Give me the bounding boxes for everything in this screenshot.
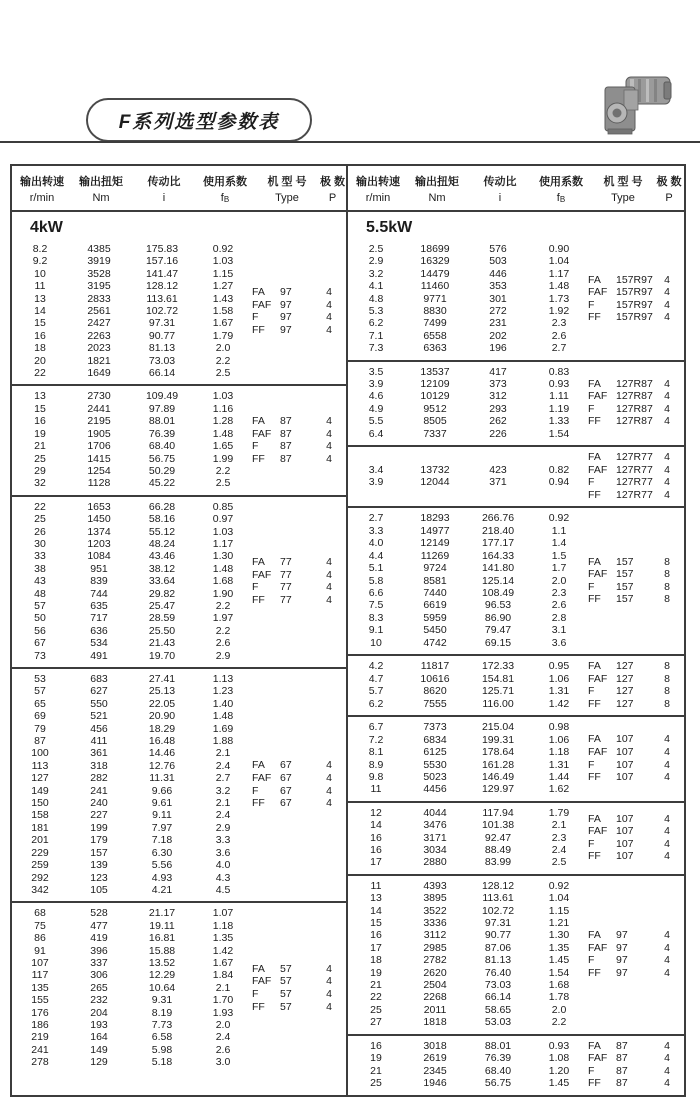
table-row: 25 1946 56.75 1.45	[370, 1077, 570, 1090]
poles-value: 4	[326, 440, 332, 453]
table-row: 13 2833 113.61 1.43	[34, 292, 234, 305]
poles-value: 4	[664, 966, 670, 979]
table-row: 9.2 3919 157.16 1.03	[32, 255, 234, 268]
table-row: 186 193 7.73 2.0	[31, 1018, 231, 1031]
table-row: 113 318 12.76 2.4	[31, 759, 231, 772]
model-type-row: F 97 4	[588, 954, 684, 967]
model-type-row: FF 77 4	[252, 594, 346, 607]
poles-value: 4	[664, 825, 670, 838]
model-type-group	[588, 660, 684, 710]
table-row: 21 2345 68.40 1.20	[370, 1064, 570, 1077]
model-type-row: FA 127 8	[588, 660, 684, 673]
table-row: 6.6 7440 108.49 2.3	[368, 586, 567, 599]
data-block	[348, 715, 684, 800]
table-row: 48 744 29.82 1.90	[34, 587, 234, 600]
model-type-row: FAF 127R87 4	[588, 390, 684, 403]
poles-value: 4	[326, 581, 332, 594]
model-type-row: FAF 107 4	[588, 825, 684, 838]
table-row: 155 232 9.31 1.70	[31, 994, 234, 1007]
data-block	[348, 239, 684, 360]
table-row: 17 2880 83.99 2.5	[370, 856, 567, 869]
table-row: 43 839 33.64 1.68	[34, 575, 234, 588]
top-divider	[0, 141, 700, 143]
poles-value: 4	[664, 745, 670, 758]
model-type-row: F 77 4	[252, 581, 346, 594]
table-row: 79 456 18.29 1.69	[34, 722, 234, 735]
table-body-4kw	[12, 212, 346, 1074]
table-row: 53 683 27.41 1.13	[34, 673, 234, 685]
model-type-row: FF 127R87 4	[588, 415, 684, 428]
poles-value: 8	[664, 697, 670, 710]
model-type-row: F 87 4	[252, 440, 346, 453]
poles-value: 4	[326, 784, 332, 797]
poles-value: 4	[326, 568, 332, 581]
poles-value: 4	[664, 1077, 670, 1090]
model-type-group	[588, 556, 684, 606]
poles-value: 4	[664, 273, 670, 286]
model-type-row: FA 77 4	[252, 556, 346, 569]
model-type-row: FAF 127R77 4	[588, 464, 684, 477]
table-row: 69 521 20.90 1.48	[34, 710, 234, 723]
section-power-label: 5.5kW	[366, 219, 413, 236]
page-title: F系列选型参数表	[118, 111, 280, 133]
table-row: 67 534 21.43 2.6	[34, 637, 231, 650]
table-row: 3.9 12044 371 0.94	[368, 476, 570, 489]
poles-value: 4	[664, 488, 670, 501]
table-row: 8.3 5959 86.90 2.8	[368, 611, 567, 624]
table-row: 176 204 8.19 1.93	[31, 1006, 234, 1019]
table-row: 3.3 14977 218.40 1.1	[368, 524, 567, 537]
table-row: 150 240 9.61 2.1	[31, 797, 231, 810]
model-type-row: FAF 157R97 4	[588, 286, 684, 299]
table-row: 65 550 22.05 1.40	[34, 697, 234, 710]
model-type-row: F 107 4	[588, 759, 684, 772]
table-row: 18 2782 81.13 1.45	[370, 954, 570, 967]
col-model-type: 机 型 号 Type	[603, 176, 643, 204]
model-type-row: FA 127R77 4	[588, 451, 684, 464]
col-ratio: 传动比 i	[147, 176, 181, 204]
model-type-row: FF 87 4	[252, 453, 346, 466]
model-type-group	[252, 759, 346, 809]
table-row: 33 1084 43.46 1.30	[34, 550, 234, 563]
poles-value: 4	[326, 556, 332, 569]
data-block	[348, 360, 684, 445]
table-row: 5.5 8505 262 1.33	[368, 415, 570, 428]
col-poles: 极 数 P	[320, 176, 346, 204]
table-row: 4.4 11269 164.33 1.5	[368, 549, 567, 562]
data-block	[12, 495, 346, 667]
poles-value: 4	[664, 415, 670, 428]
table-row: 14 2561 102.72 1.58	[34, 305, 234, 318]
col-output-speed: 输出转速 r/min	[356, 176, 400, 204]
table-row: 20 1821 73.03 2.2	[34, 354, 231, 367]
table-row: 107 337 13.52 1.67	[31, 956, 234, 969]
model-type-group	[588, 378, 684, 428]
table-row: 2.9 16329 503 1.04	[368, 255, 570, 268]
table-row: 8.1 6125 178.64 1.18	[368, 746, 570, 759]
poles-value: 4	[326, 759, 332, 772]
model-type-row: F 127R87 4	[588, 403, 684, 416]
table-row: 135 265 10.64 2.1	[31, 981, 231, 994]
data-block	[348, 1034, 684, 1095]
poles-value: 4	[664, 929, 670, 942]
table-row: 18 2023 81.13 2.0	[34, 342, 231, 355]
col-ratio: 传动比 i	[483, 176, 517, 204]
table-row: 27 1818 53.03 2.2	[370, 1016, 567, 1029]
poles-value: 4	[664, 941, 670, 954]
table-row: 25 1415 56.75 1.99	[34, 452, 234, 465]
table-row: 11 4393 128.12 0.92	[370, 879, 570, 892]
table-row: 17 2985 87.06 1.35	[370, 941, 570, 954]
table-row: 3.5 13537 417 0.83	[368, 365, 570, 378]
model-type-row: FA 97 4	[252, 286, 346, 299]
table-row: 10 3528 141.47 1.15	[34, 267, 234, 280]
model-type-row: F 157R97 4	[588, 299, 684, 312]
poles-value: 4	[326, 797, 332, 810]
table-row: 278 129 5.18 3.0	[31, 1056, 231, 1069]
table-row: 4.7 10616 154.81 1.06	[368, 672, 570, 685]
poles-value: 4	[326, 593, 332, 606]
table-body-5-5kw	[348, 212, 684, 1095]
table-row: 14 3476 101.38 2.1	[370, 819, 567, 832]
model-type-row: FF 157 8	[588, 593, 684, 606]
poles-value: 4	[664, 476, 670, 489]
poles-value: 4	[664, 311, 670, 324]
data-block	[12, 384, 346, 494]
poles-value: 8	[664, 672, 670, 685]
table-row: 8.9 5530 161.28 1.31	[368, 758, 570, 771]
model-type-row: FA 107 4	[588, 813, 684, 826]
table-row: 158 227 9.11 2.4	[31, 809, 231, 822]
table-row: 2.5 18699 576 0.90	[368, 243, 570, 255]
table-row: 16 3171 92.47 2.3	[370, 831, 567, 844]
poles-value: 8	[664, 685, 670, 698]
model-type-row: FA 87 4	[588, 1040, 684, 1053]
model-type-row: FA 97 4	[588, 929, 684, 942]
table-row: 149 241 9.66 3.2	[31, 784, 231, 797]
table-row: 201 179 7.18 3.3	[31, 834, 231, 847]
table-row: 13 3895 113.61 1.04	[370, 892, 570, 905]
data-block	[348, 506, 684, 653]
model-type-row: FAF 77 4	[252, 569, 346, 582]
model-type-row: FAF 157 8	[588, 568, 684, 581]
model-type-row: F 157 8	[588, 581, 684, 594]
table-row: 22 1653 66.28 0.85	[34, 500, 234, 513]
table-row: 13 2730 109.49 1.03	[34, 390, 234, 403]
poles-value: 4	[326, 286, 332, 299]
model-type-row: FAF 107 4	[588, 746, 684, 759]
poles-value: 4	[326, 323, 332, 336]
poles-value: 8	[664, 659, 670, 672]
model-type-row: FA 67 4	[252, 759, 346, 772]
table-row: 6.2 7499 231 2.3	[368, 317, 567, 330]
model-type-group	[252, 286, 346, 336]
poles-value: 4	[664, 850, 670, 863]
page-title-badge	[86, 98, 312, 142]
table-row: 16 3034 88.49 2.4	[370, 843, 567, 856]
table-row: 25 2011 58.65 2.0	[370, 1003, 567, 1016]
table-row: 57 627 25.13 1.23	[34, 685, 234, 698]
table-row: 259 139 5.56 4.0	[31, 859, 231, 872]
table-row: 4.8 9771 301 1.73	[368, 292, 570, 305]
model-type-row: FA 127R87 4	[588, 378, 684, 391]
model-type-row: F 57 4	[252, 988, 346, 1001]
model-type-row: F 127R77 4	[588, 476, 684, 489]
table-row: 11 3195 128.12 1.27	[34, 280, 234, 293]
poles-value: 8	[664, 593, 670, 606]
section-power-label: 4kW	[30, 219, 63, 236]
table-row: 56 636 25.50 2.2	[34, 624, 231, 637]
table-row: 292 123 4.93 4.3	[31, 871, 231, 884]
model-type-row: FA 107 4	[588, 733, 684, 746]
data-block	[348, 801, 684, 874]
table-row: 19 1905 76.39 1.48	[34, 427, 234, 440]
table-row: 219 164 6.58 2.4	[31, 1031, 231, 1044]
poles-value: 4	[326, 427, 332, 440]
model-type-row: FAF 87 4	[252, 428, 346, 441]
selection-table	[10, 164, 686, 1097]
table-row: 87 411 16.48 1.88	[34, 735, 234, 748]
model-type-row: F 107 4	[588, 838, 684, 851]
poles-value: 4	[326, 1000, 332, 1013]
table-row: 117 306 12.29 1.84	[31, 969, 234, 982]
poles-value: 4	[664, 837, 670, 850]
table-row: 5.8 8581 125.14 2.0	[368, 574, 567, 587]
model-type-row: F 127 8	[588, 685, 684, 698]
table-row: 7.1 6558 202 2.6	[368, 329, 567, 342]
table-header	[348, 166, 684, 212]
table-row: 3.4 13732 423 0.82	[368, 463, 570, 476]
poles-value: 8	[664, 580, 670, 593]
table-row: 16 2263 90.77 1.79	[34, 329, 234, 342]
model-type-group	[588, 733, 684, 783]
data-block	[12, 239, 346, 384]
table-row: 21 2504 73.03 1.68	[370, 979, 570, 992]
poles-value: 4	[664, 733, 670, 746]
table-row: 32 1128 45.22 2.5	[34, 477, 231, 490]
table-row: 10 4742 69.15 3.6	[370, 636, 567, 649]
model-type-row: FA 87 4	[252, 415, 346, 428]
model-type-group	[588, 1040, 684, 1090]
model-type-row: FF 107 4	[588, 850, 684, 863]
col-output-torque: 输出扭矩 Nm	[79, 176, 123, 204]
model-type-row: FF 127 8	[588, 698, 684, 711]
col-service-factor: 使用系数 fB	[539, 176, 583, 204]
col-service-factor: 使用系数 fB	[203, 176, 247, 204]
gearmotor-photo	[596, 70, 674, 138]
model-type-row: F 87 4	[588, 1065, 684, 1078]
table-row: 5.3 8830 272 1.92	[368, 305, 570, 318]
table-row: 68 528 21.17 1.07	[34, 907, 234, 920]
model-type-row: F 67 4	[252, 785, 346, 798]
poles-value: 4	[664, 1039, 670, 1052]
col-poles: 极 数 P	[656, 176, 682, 204]
col-output-torque: 输出扭矩 Nm	[415, 176, 459, 204]
table-row: 11 4456 129.97 1.62	[370, 783, 570, 796]
poles-value: 4	[326, 962, 332, 975]
poles-value: 4	[664, 1064, 670, 1077]
table-row: 4.0 12149 177.17 1.4	[368, 537, 567, 550]
poles-value: 4	[664, 390, 670, 403]
poles-value: 8	[664, 555, 670, 568]
poles-value: 4	[664, 1052, 670, 1065]
col-model-type: 机 型 号 Type	[267, 176, 307, 204]
table-row: 30 1203 48.24 1.17	[34, 537, 234, 550]
poles-value: 4	[326, 414, 332, 427]
model-type-row: FAF 57 4	[252, 975, 346, 988]
table-row: 19 2619 76.39 1.08	[370, 1052, 570, 1065]
table-row: 22 2268 66.14 1.78	[370, 991, 570, 1004]
table-half-4kw	[12, 166, 348, 1095]
poles-value: 4	[664, 377, 670, 390]
model-type-group	[252, 556, 346, 606]
poles-value: 8	[664, 568, 670, 581]
table-header	[12, 166, 346, 212]
table-row: 3.2 14479 446 1.17	[368, 267, 570, 280]
table-row: 38 951 38.12 1.48	[34, 562, 234, 575]
table-row: 4.9 9512 293 1.19	[368, 402, 570, 415]
poles-value: 4	[326, 987, 332, 1000]
poles-value: 4	[664, 758, 670, 771]
table-row: 26 1374 55.12 1.03	[34, 525, 234, 538]
model-type-row: FAF 97 4	[588, 942, 684, 955]
table-row: 50 717 28.59 1.97	[34, 612, 234, 625]
model-type-row: FF 107 4	[588, 771, 684, 784]
table-row: 29 1254 50.29 2.2	[34, 464, 231, 477]
model-type-row: FAF 127 8	[588, 673, 684, 686]
table-row: 9.8 5023 146.49 1.44	[368, 770, 570, 783]
table-row: 15 2441 97.89 1.16	[34, 402, 234, 415]
poles-value: 4	[664, 451, 670, 464]
table-row: 75 477 19.11 1.18	[34, 919, 234, 932]
table-row: 5.7 8620 125.71 1.31	[368, 685, 570, 698]
table-row: 15 3336 97.31 1.21	[370, 917, 570, 929]
table-row: 73 491 19.70 2.9	[34, 649, 231, 662]
table-row: 4.1 11460 353 1.48	[368, 280, 570, 293]
poles-value: 4	[326, 298, 332, 311]
poles-value: 4	[326, 311, 332, 324]
model-type-row: F 97 4	[252, 311, 346, 324]
table-row: 7.3 6363 196 2.7	[368, 342, 567, 355]
table-row: 16 3018 88.01 0.93	[370, 1040, 570, 1053]
poles-value: 4	[326, 975, 332, 988]
poles-value: 4	[664, 286, 670, 299]
table-row: 9.1 5450 79.47 3.1	[368, 624, 567, 637]
poles-value: 4	[664, 298, 670, 311]
table-row: 16 3112 90.77 1.30	[370, 929, 570, 942]
poles-value: 4	[664, 402, 670, 415]
poles-value: 4	[664, 463, 670, 476]
table-row: 4.2 11817 172.33 0.95	[368, 660, 570, 673]
model-type-row: FF 157R97 4	[588, 311, 684, 324]
table-row: 342 105 4.21 4.5	[31, 883, 231, 896]
table-row: 14 3522 102.72 1.15	[370, 904, 570, 917]
data-block	[348, 874, 684, 1034]
model-type-row: FA 157 8	[588, 556, 684, 569]
data-block	[12, 667, 346, 901]
data-block	[12, 901, 346, 1073]
table-row: 86 419 16.81 1.35	[34, 932, 234, 945]
table-row: 7.2 6834 199.31 1.06	[368, 733, 570, 746]
model-type-row: FF 97 4	[252, 324, 346, 337]
table-row: 16 2195 88.01 1.28	[34, 415, 234, 428]
table-row: 5.1 9724 141.80 1.7	[368, 562, 567, 575]
table-row: 25 1450 58.16 0.97	[34, 513, 234, 526]
poles-value: 4	[664, 812, 670, 825]
model-type-row: FF 127R77 4	[588, 489, 684, 502]
poles-value: 4	[664, 954, 670, 967]
model-type-group	[252, 963, 346, 1013]
model-type-row: FAF 97 4	[252, 299, 346, 312]
model-type-row: FF 97 4	[588, 967, 684, 980]
table-row: 241 149 5.98 2.6	[31, 1043, 231, 1056]
model-type-group	[588, 274, 684, 324]
model-type-row: FA 57 4	[252, 963, 346, 976]
data-block	[348, 654, 684, 715]
table-row: 127 282 11.31 2.7	[31, 772, 231, 785]
col-output-speed: 输出转速 r/min	[20, 176, 64, 204]
model-type-row: FF 87 4	[588, 1077, 684, 1090]
table-row: 6.4 7337 226 1.54	[368, 427, 570, 440]
table-row: 229 157 6.30 3.6	[31, 846, 231, 859]
model-type-group	[588, 451, 684, 501]
table-half-5-5kw	[348, 166, 684, 1095]
table-row: 6.2 7555 116.00 1.42	[368, 697, 570, 710]
table-row: 19 2620 76.40 1.54	[370, 966, 570, 979]
model-type-group	[252, 415, 346, 465]
table-row: 57 635 25.47 2.2	[34, 599, 231, 612]
table-row: 21 1706 68.40 1.65	[34, 440, 234, 453]
table-row: 15 2427 97.31 1.67	[34, 317, 234, 330]
table-row: 91 396 15.88 1.42	[34, 944, 234, 957]
table-row: 4.6 10129 312 1.11	[368, 390, 569, 403]
poles-value: 4	[326, 452, 332, 465]
model-type-group	[588, 929, 684, 979]
model-type-row: FF 67 4	[252, 797, 346, 810]
table-row: 100 361 14.46 2.1	[31, 747, 231, 760]
table-row: 6.7 7373 215.04 0.98	[368, 721, 570, 734]
table-row: 7.5 6619 96.53 2.6	[368, 599, 567, 612]
table-row: 2.7 18293 266.76 0.92	[368, 512, 570, 525]
poles-value: 4	[664, 771, 670, 784]
table-row: 3.9 12109 373 0.93	[368, 378, 570, 391]
model-type-row: FAF 87 4	[588, 1052, 684, 1065]
table-row: 12 4044 117.94 1.79	[370, 806, 570, 819]
data-block	[348, 445, 684, 506]
table-row: 8.2 4385 175.83 0.92	[32, 243, 234, 255]
model-type-group	[588, 813, 684, 863]
model-type-row: FF 57 4	[252, 1001, 346, 1014]
table-row: 181 199 7.97 2.9	[31, 821, 231, 834]
poles-value: 4	[326, 772, 332, 785]
model-type-row: FA 157R97 4	[588, 274, 684, 287]
model-type-row: FAF 67 4	[252, 772, 346, 785]
table-row: 22 1649 66.14 2.5	[34, 367, 231, 380]
